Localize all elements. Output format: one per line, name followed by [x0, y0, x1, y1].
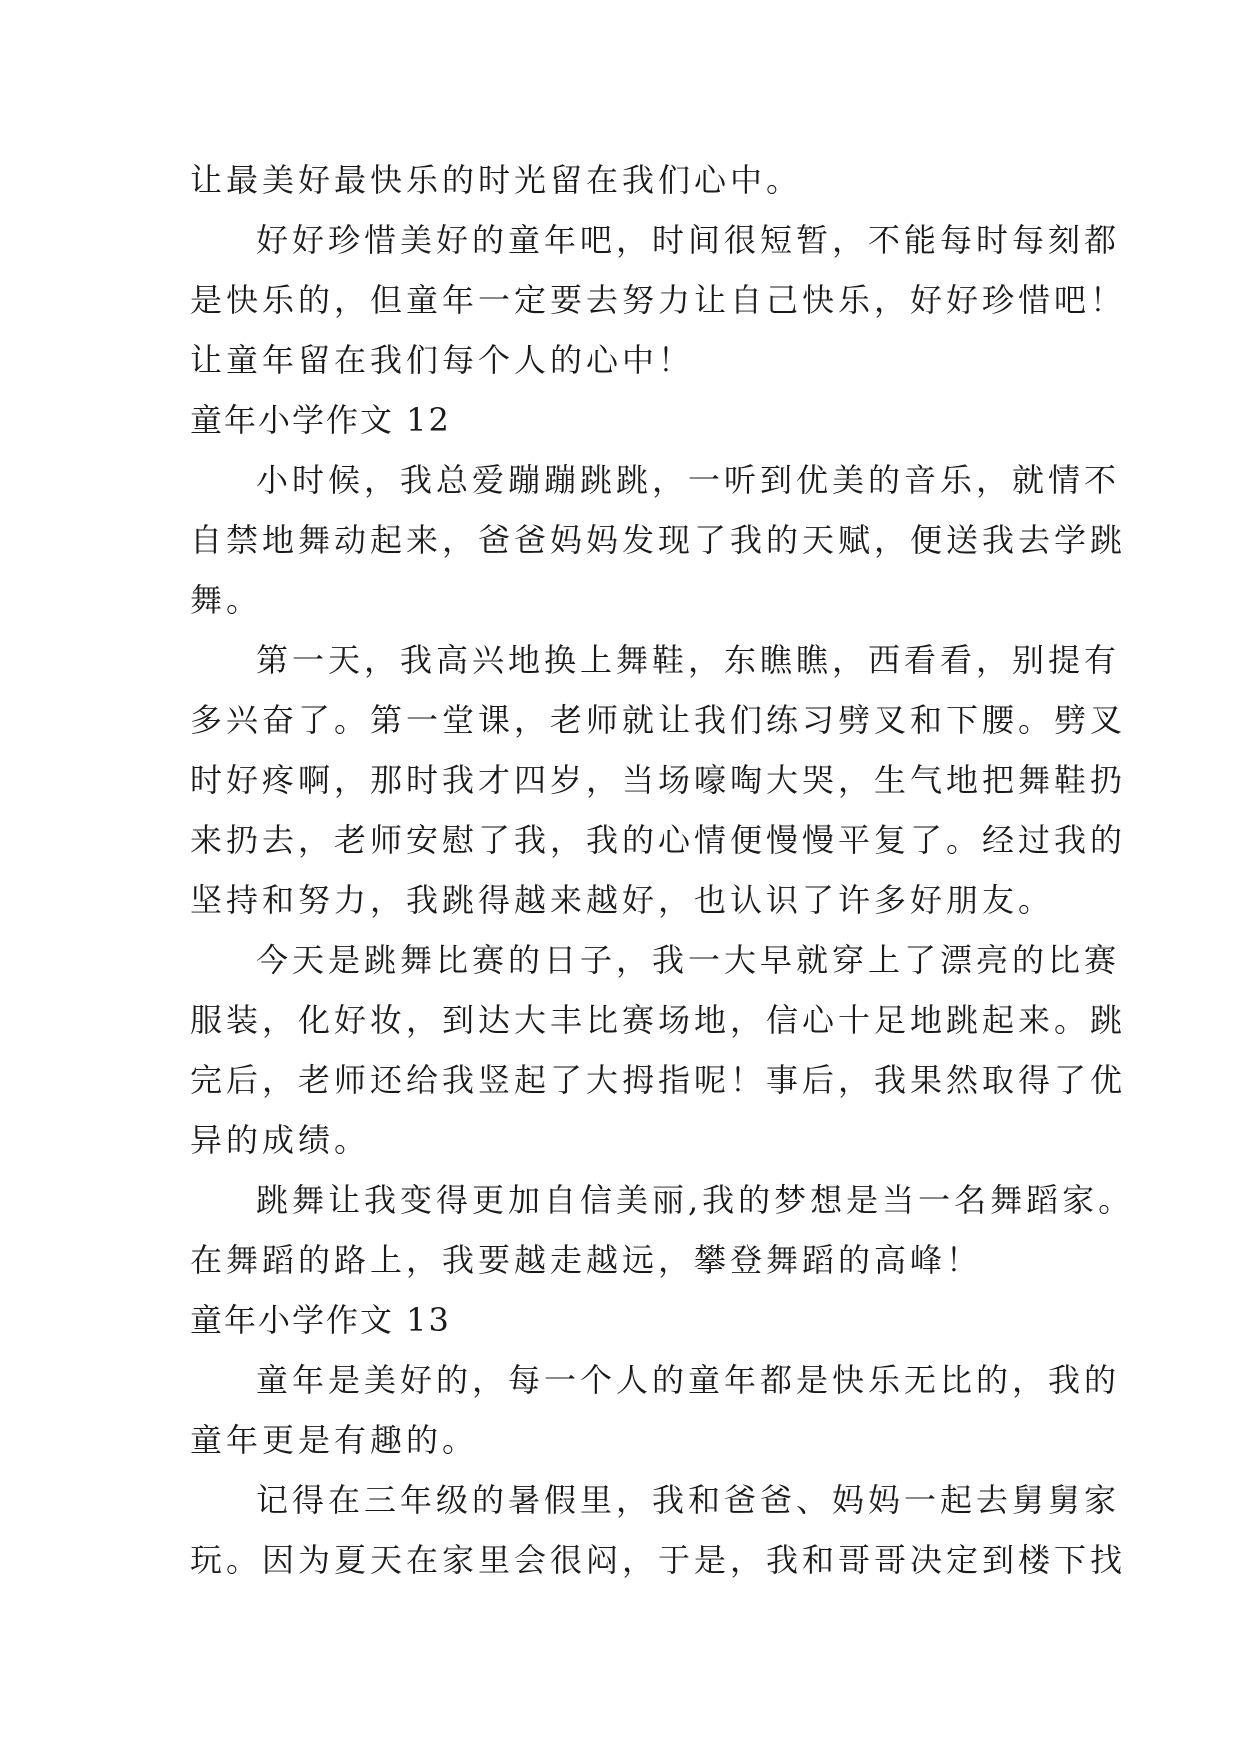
text-line: 完后，老师还给我竖起了大拇指呢！事后，我果然取得了优: [190, 1061, 1127, 1099]
text-line: 服装，化好妆，到达大丰比赛场地，信心十足地跳起来。跳: [190, 1001, 1127, 1039]
text-line: 小时候，我总爱蹦蹦跳跳，一听到优美的音乐，就情不: [256, 461, 1121, 499]
section-heading: 童年小学作文 12: [190, 401, 451, 439]
text-line: 跳舞让我变得更加自信美丽,我的梦想是当一名舞蹈家。: [256, 1181, 1135, 1219]
text-line: 今天是跳舞比赛的日子，我一大早就穿上了漂亮的比赛: [256, 941, 1121, 979]
text-line: 异的成绩。: [190, 1121, 371, 1159]
text-line: 坚持和努力，我跳得越来越好，也认识了许多好朋友。: [190, 881, 1055, 919]
text-line: 让最美好最快乐的时光留在我们心中。: [190, 161, 803, 199]
text-line: 第一天，我高兴地换上舞鞋，东瞧瞧，西看看，别提有: [256, 641, 1121, 679]
text-line: 是快乐的，但童年一定要去努力让自己快乐，好好珍惜吧！: [190, 281, 1127, 319]
text-line: 舞。: [190, 581, 263, 619]
text-line: 多兴奋了。第一堂课，老师就让我们练习劈叉和下腰。劈叉: [190, 701, 1127, 739]
text-line: 玩。因为夏天在家里会很闷，于是，我和哥哥决定到楼下找: [190, 1541, 1127, 1579]
text-line: 记得在三年级的暑假里，我和爸爸、妈妈一起去舅舅家: [256, 1481, 1121, 1519]
document-body: [190, 150, 1135, 1590]
text-line: 在舞蹈的路上，我要越走越远，攀登舞蹈的高峰！: [190, 1241, 983, 1279]
text-line: 来扔去，老师安慰了我，我的心情便慢慢平复了。经过我的: [190, 821, 1127, 859]
text-line: 童年更是有趣的。: [190, 1421, 479, 1459]
text-line: 童年是美好的，每一个人的童年都是快乐无比的，我的: [256, 1361, 1121, 1399]
text-line: 时好疼啊，那时我才四岁，当场嚎啕大哭，生气地把舞鞋扔: [190, 761, 1127, 799]
text-line: 自禁地舞动起来，爸爸妈妈发现了我的天赋，便送我去学跳: [190, 521, 1127, 559]
text-line: 让童年留在我们每个人的心中！: [190, 341, 695, 379]
text-line: 好好珍惜美好的童年吧，时间很短暂，不能每时每刻都: [256, 221, 1121, 259]
section-heading: 童年小学作文 13: [190, 1301, 451, 1339]
